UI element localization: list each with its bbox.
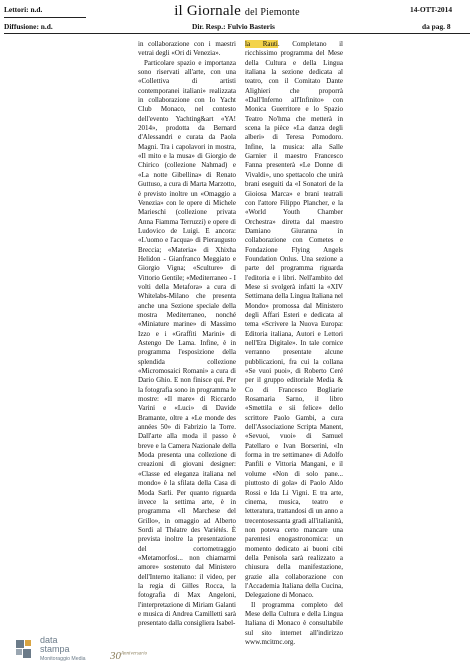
logo-line-1: data <box>40 635 58 645</box>
circulation-label: Diffusione: n.d. <box>4 22 53 31</box>
article-paragraph <box>245 40 343 601</box>
logo-tagline: Monitoraggio Media <box>40 656 86 662</box>
highlighted-text: la Rauti <box>245 40 278 48</box>
anniversary-number: 30 <box>110 650 121 662</box>
anniversary-badge <box>110 650 147 662</box>
article-column-1 <box>138 40 236 636</box>
anniversary-label: Anniversario <box>121 651 148 657</box>
issue-date: 14-OTT-2014 <box>410 5 453 14</box>
header-rule-left <box>4 17 86 18</box>
readers-label: Lettori: n.d. <box>4 5 43 14</box>
article-paragraph: Particolare spazio e importanza sono riservati all'arte, con una «Collettiva di artisti contemporanei italiani» realizzata in collaborazione con Io Yacht Club Monaco, nel contesto dell'evento Yachting&art «YA! 2014», prodotta da Bernard d'Alessandri e curata da Paola Magni. Tra i capolavori in mostra, «Il mito e la musa» di Giorgio de Chirico (collezione Nahmad) e «La notte Gibellina» di Renato Guttuso, a cura di Marta Marzotto, è previsto inoltre un «Omaggio a Venezia» con le opere di Michele Marieschi (collezione privata Anna Fiamma Terruzzi) e opere di Ludovico de Luigi. E ancora: «L'uomo e l'acqua» di Pieraugusto Breccia; «Materia» di Xhixha Helidon - Gianfranco Meggiato e Giorgio Vigna; «Sculture» di Vittorio Gentile; «Mediterraneo - I volti della Metafora» a cura di Whitelabs-Milano che presenta anche una Sezione speciale della mostra Mediterraneo, nonché «Miniature marine» di Massimo Izzo e i «Graffiti Marini» di Astengo De Lama. Infine, è in programma l'esposizione della splendida collezione «Micromosaici Romani» a cura di Dario Ghio. E non finisce qui. Per la fotografia sono in programma le mostre: «Il mare» di Riccardo Varini e «Luci» di Davide Bramante, oltre a «Le monde des années 50» di Fabrizio la Torre. Dall'arte alla moda il passo è breve e la Camera Nazionale della Moda presenta una collezione di creazioni di giovani designer: «Classe ed eleganza italiana nel mondo» è la sfilata della Casa di Moda Sarli. Per quanto riguarda invece la settima arte, è in programma «Il Marchese del Grillo», in omaggio ad Alberto Sordi al Théatre des Variétés. È prevista inoltre la presentazione del cortometraggio «Metamorfosi... non chiamarmi amore» sostenuto dal Ministero dell'Interno italiano: il video, per la regia di Gilles Rocca, la fotografia di Max Angeloni, l'interpretazione di Miriam Galanti e musica di Andrea Camilletti sarà presentato dalla consigliera Isabel- <box>138 58 236 628</box>
masthead-title: il Giornale <box>174 3 241 19</box>
article-text: . Completano il ricchissimo programma del Mese della Cultura e della Lingua italiana la sezione dedicata al teatro, con il Comitato Dante Alighieri che proporrà «Dall'Inferno all'Infinito» con Monica Guerritore e lo Spazio Teatro No'hma che metterà in scena la pièce «La danza degli alberi» di Teresa Pomodoro. Infine, la musica: alla Salle Garnier il maestro Francesco Fanna presenterà «Le Donne di Vivaldi», uno spettacolo che unirà brani eseguiti da «I Sonatori de la Gioiosa Marca» e brani teatrali con l'attore Filippo Plancher, e la «World Youth Chamber Orchestra» diretta dal maestro Damiano Giuranna in collaborazione con Cometes e Fondazione Flying Angels Foundation Onlus. Una sezione a parte del programma riguarda l'editoria e i libri. Nell'ambito del Mese si svolgerà infatti la «XIV Settimana della Lingua Italiana nel Mondo» promossa dal Ministero degli Affari Esteri e dedicata al tema «Scrivere la Nuova Europa: Editoria italiana, Autori e Lettori nell'Era Digitale». In tale cornice verranno presentate alcune pubblicazioni, fra cui la collana «Se vuoi puoi», di Roberto Ceré per il gruppo editoriale Media & Co di Francesco Bogliarie Rosamaria Sarno, il libro «Smettila e sii felice» dello scrittore Paolo Gambi, a cura dell'Associazione Scripta Manent, «Sevuoi, vuoi» di Samuel Patellaro e Ivan Borserini, «In forma in tre settimane» di Adolfo Panfili e Vittoria Mangani, e il volume «Non di solo pane... piuttosto di gola» di Paolo Aldo Rossi e Ida Li Vigni. E tra arte, cinema, musica, teatro e letteratura, trattandosi di un anno a trecentosessanta gradi all'italianità, non poteva certo mancare una parentesi enogastronomica: un momento dedicato ai buoni cibi della Penisola sarà realizzato a chiusura della manifestazione, grazie alla collaborazione con l'Accademia Italiana della Cucina, Delegazione di Monaco. <box>245 40 343 600</box>
masthead-subtitle: del Piemonte <box>244 7 300 18</box>
logo-mark-icon <box>14 638 34 660</box>
article-paragraph: Il programma completo del Mese della Cultura e della Lingua Italiana di Monaco è consultabile sul sito internet all'indirizzo www.mcitmc.org. <box>245 600 343 646</box>
page-number: da pag. 8 <box>422 22 451 31</box>
article-paragraph: in collaborazione con i maestri vetrai degli «Ori di Venezia». <box>138 40 236 58</box>
logo-wordmark <box>40 636 70 654</box>
article-column-2 <box>245 40 343 646</box>
director-label: Dir. Resp.: Fulvio Basteris <box>192 22 275 31</box>
data-stampa-logo <box>14 636 164 664</box>
logo-line-2: stampa <box>40 644 70 654</box>
header-rule <box>4 33 470 34</box>
